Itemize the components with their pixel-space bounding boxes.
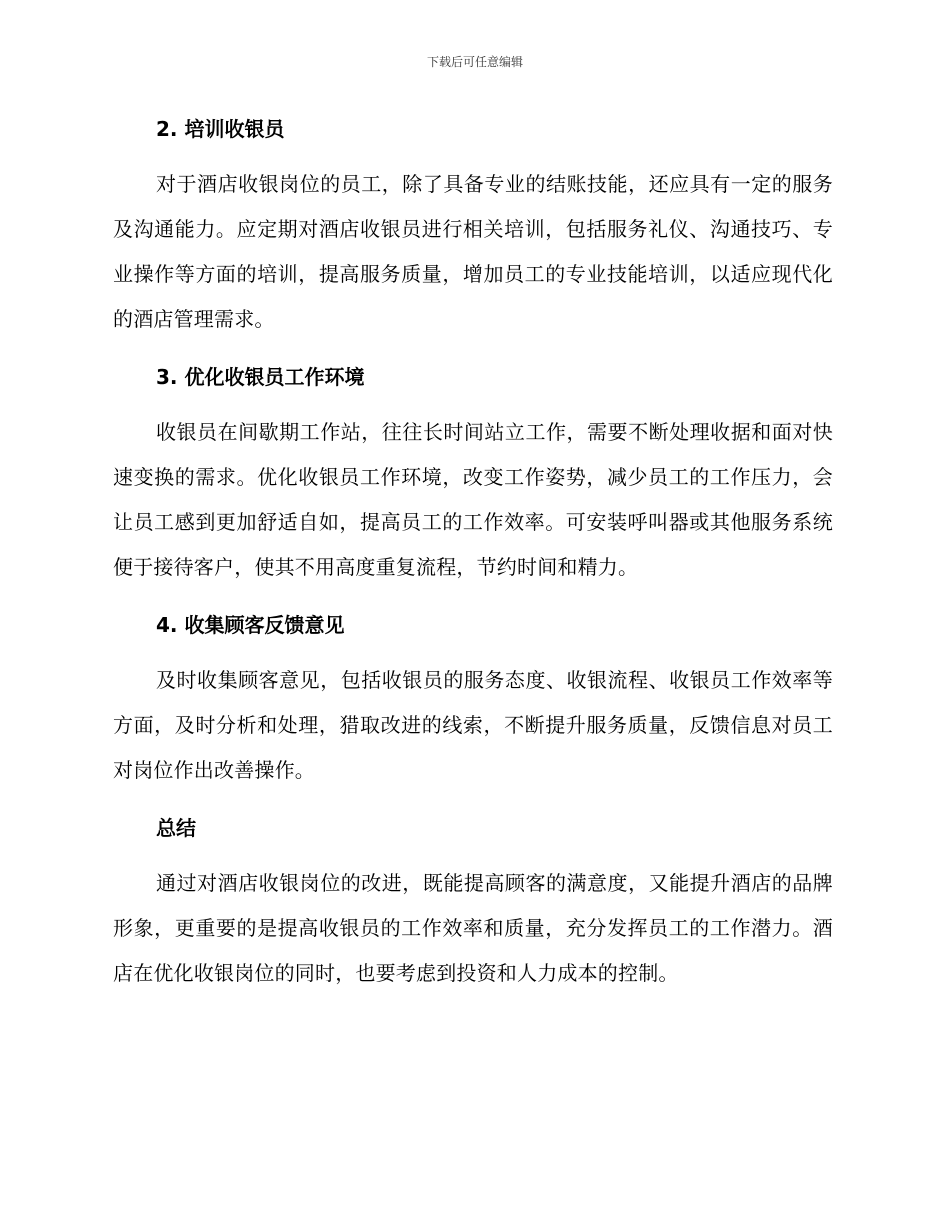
section-heading-feedback: 4. 收集顾客反馈意见 [156,613,345,637]
section-heading-training: 2. 培训收银员 [156,117,285,141]
page-header-note: 下载后可任意编辑 [426,55,523,69]
section-heading-environment: 3. 优化收银员工作环境 [156,365,365,389]
section-paragraph-summary: 通过对酒店收银岗位的改进，既能提高顾客的满意度，又能提升酒店的品牌形象，更重要的是提高收银员的工作效率和质量，充分发挥员工的工作潜力。酒店在优化收银岗位的同时，也要考虑到投资和人力成本的控制。 [113,871,833,985]
document-body [113,108,833,996]
section-paragraph-training: 对于酒店收银岗位的员工，除了具备专业的结账技能，还应具有一定的服务及沟通能力。应定期对酒店收银员进行相关培训，包括服务礼仪、沟通技巧、专业操作等方面的培训，提高服务质量，增加员工的专业技能培训，以适应现代化的酒店管理需求。 [113,172,833,331]
section-paragraph-feedback: 及时收集顾客意见，包括收银员的服务态度、收银流程、收银员工作效率等方面，及时分析和处理，猎取改进的线索，不断提升服务质量，反馈信息对员工对岗位作出改善操作。 [113,668,833,782]
section-heading-summary: 总结 [156,816,196,840]
section-paragraph-environment: 收银员在间歇期工作站，往往长时间站立工作，需要不断处理收据和面对快速变换的需求。优化收银员工作环境，改变工作姿势，减少员工的工作压力，会让员工感到更加舒适自如，提高员工的工作效率。可安装呼叫器或其他服务系统便于接待客户，使其不用高度重复流程，节约时间和精力。 [113,420,833,579]
